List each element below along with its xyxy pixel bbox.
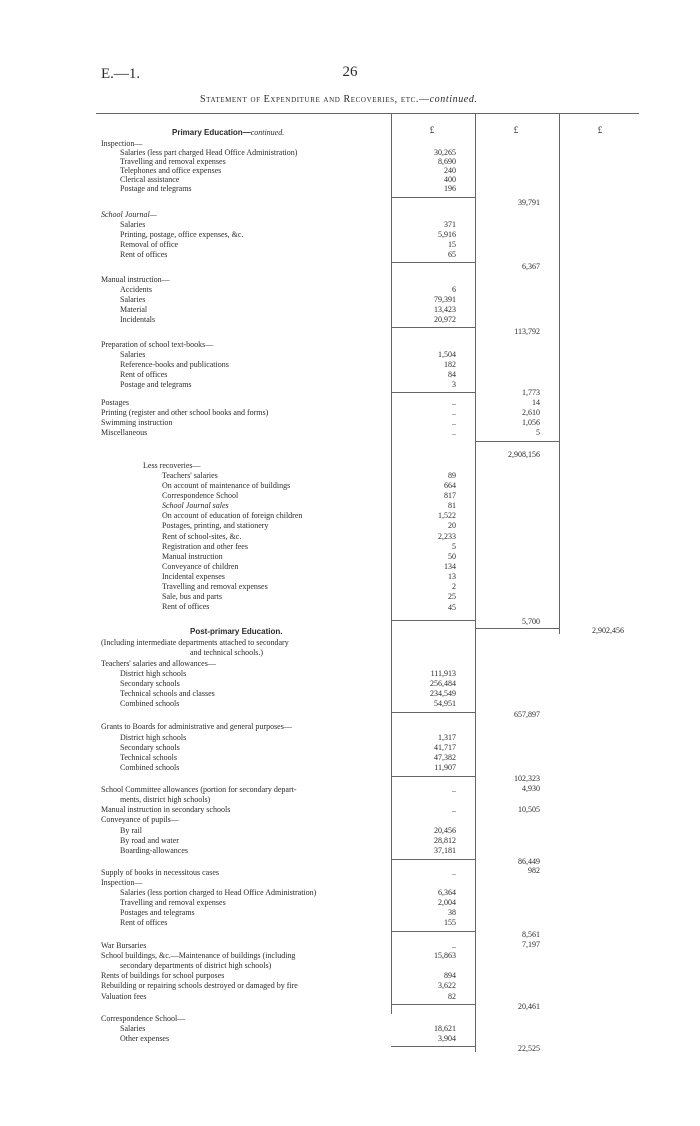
- row-value: 15,863: [434, 951, 456, 960]
- currency-col-3: £: [597, 125, 603, 135]
- row-label: Clerical assistance: [120, 175, 180, 184]
- subtotal-rule: [391, 859, 475, 860]
- group-label: School Journal—: [101, 210, 157, 219]
- row-label: Travelling and removal expenses: [120, 898, 226, 907]
- row-label: Postage and telegrams: [120, 380, 192, 389]
- row-label: Registration and other fees: [162, 542, 248, 551]
- subtotal-value: 657,897: [514, 710, 540, 719]
- row-value: 20: [448, 521, 456, 530]
- row-value: 37,181: [434, 846, 456, 855]
- row-label: School Committee allowances (portion for secondary depart-: [101, 785, 297, 794]
- row-label: War Bursaries: [101, 941, 147, 950]
- row-value: 400: [444, 175, 456, 184]
- row-label: Rent of offices: [120, 370, 168, 379]
- subtotal-rule: [475, 441, 559, 442]
- row-value: 1,317: [438, 733, 456, 742]
- row-value: 2,610: [522, 408, 540, 417]
- post-primary-note: (Including intermediate departments attached to secondary: [101, 638, 289, 647]
- post-primary-heading: Post-primary Education.: [190, 627, 283, 636]
- row-value: 38: [448, 908, 456, 917]
- row-value: 5: [536, 428, 540, 437]
- row-label: Incidentals: [120, 315, 156, 324]
- group-label: Less recoveries—: [143, 461, 201, 470]
- row-label: School Journal sales: [162, 501, 229, 510]
- row-value: 11,907: [434, 763, 456, 772]
- group-label: Preparation of school text-books—: [101, 340, 214, 349]
- row-value: 155: [444, 918, 456, 927]
- row-value: 14: [532, 398, 540, 407]
- row-value: 894: [444, 971, 456, 980]
- row-value: 3,622: [438, 981, 456, 990]
- row-label: Salaries (less portion charged to Head Office Administration): [120, 888, 317, 897]
- row-label: Travelling and removal expenses: [120, 157, 226, 166]
- row-value: 5: [452, 542, 456, 551]
- row-value: 182: [444, 360, 456, 369]
- column-rule-2: [475, 114, 476, 1052]
- row-label: By road and water: [120, 836, 179, 845]
- row-value: 982: [528, 866, 540, 875]
- row-label: Combined schools: [120, 763, 180, 772]
- page-title-main: Statement of Expenditure and Recoveries, etc.—: [200, 94, 430, 105]
- row-value: 20,456: [434, 826, 456, 835]
- group-label: Conveyance of pupils—: [101, 815, 179, 824]
- primary-heading-continued: continued.: [250, 128, 285, 137]
- row-value: 79,391: [434, 295, 456, 304]
- row-value: 234,549: [430, 689, 456, 698]
- subtotal-value: 22,525: [518, 1044, 540, 1053]
- row-label: Postages, printing, and stationery: [162, 521, 269, 530]
- group-label: Correspondence School—: [101, 1014, 186, 1023]
- row-label: Incidental expenses: [162, 572, 225, 581]
- row-label: Rent of offices: [162, 602, 210, 611]
- row-value: 196: [444, 184, 456, 193]
- row-label: Combined schools: [120, 699, 180, 708]
- row-label: Salaries: [120, 295, 146, 304]
- row-label: Rebuilding or repairing schools destroyed or damaged by fire: [101, 981, 298, 990]
- page-number: 26: [342, 64, 358, 80]
- currency-col-1: £: [429, 125, 435, 135]
- row-label: Travelling and removal expenses: [162, 582, 268, 591]
- row-value: ..: [452, 941, 456, 950]
- row-label: Other expenses: [120, 1034, 170, 1043]
- row-label: Telephones and office expenses: [120, 166, 222, 175]
- row-value: 13: [448, 572, 456, 581]
- row-value: 371: [444, 220, 456, 229]
- row-label: On account of education of foreign children: [162, 511, 303, 520]
- primary-heading-text: Primary Education—: [172, 128, 251, 137]
- subtotal-value: 102,323: [514, 774, 540, 783]
- group-label: Teachers' salaries and allowances—: [101, 659, 216, 668]
- subtotal-value: 113,792: [514, 327, 540, 336]
- row-label: Technical schools and classes: [120, 689, 215, 698]
- subtotal-value: 8,561: [522, 930, 540, 939]
- row-label: Miscellaneous: [101, 428, 148, 437]
- row-value: 84: [448, 370, 456, 379]
- row-value: 20,972: [434, 315, 456, 324]
- subtotal-rule: [391, 1004, 475, 1005]
- row-label: Salaries: [120, 350, 146, 359]
- row-label: Technical schools: [120, 753, 177, 762]
- row-value: 240: [444, 166, 456, 175]
- subtotal-rule: [391, 776, 475, 777]
- row-label: Manual instruction: [162, 552, 223, 561]
- row-label: Postages: [101, 398, 129, 407]
- recoveries-total: 5,700: [522, 617, 540, 626]
- subtotal-rule: [391, 1046, 475, 1047]
- row-value: 8,690: [438, 157, 456, 166]
- row-label: Printing (register and other school books and forms): [101, 408, 269, 417]
- row-label: Swimming instruction: [101, 418, 173, 427]
- subtotal-rule: [391, 931, 475, 932]
- subtotal-rule: [475, 628, 559, 629]
- row-value: 45: [448, 603, 456, 612]
- row-value: 134: [444, 562, 456, 571]
- row-value: 6,364: [438, 888, 456, 897]
- primary-heading: [172, 128, 284, 137]
- row-value: 2,233: [438, 532, 456, 541]
- row-label: On account of maintenance of buildings: [162, 481, 291, 490]
- row-value: ..: [452, 805, 456, 814]
- row-label: District high schools: [120, 733, 187, 742]
- row-label: Accidents: [120, 285, 152, 294]
- row-label: Secondary schools: [120, 743, 180, 752]
- row-label: Conveyance of children: [162, 562, 239, 571]
- row-label: Boarding-allowances: [120, 846, 188, 855]
- subtotal-rule: [391, 712, 475, 713]
- row-value: 664: [444, 481, 456, 490]
- row-value: 25: [448, 592, 456, 601]
- row-value: 47,382: [434, 753, 456, 762]
- subtotal-value: 20,461: [518, 1002, 540, 1011]
- subtotal-rule: [391, 392, 475, 393]
- subtotal-rule: [391, 262, 475, 263]
- row-value: 4,930: [522, 784, 540, 793]
- row-value: 2: [452, 582, 456, 591]
- row-value: 82: [448, 992, 456, 1001]
- row-value: 1,504: [438, 350, 456, 359]
- row-label: Supply of books in necessitous cases: [101, 868, 219, 877]
- subtotal-rule: [391, 197, 475, 198]
- page-title: [200, 94, 478, 105]
- row-value: 65: [448, 250, 456, 259]
- row-value: 30,265: [434, 148, 456, 157]
- row-value: 1,056: [522, 418, 540, 427]
- subtotal-rule: [391, 327, 475, 328]
- row-label: Material: [120, 305, 148, 314]
- row-label: Sale, bus and parts: [162, 592, 222, 601]
- row-label: Manual instruction in secondary schools: [101, 805, 231, 814]
- row-value: 89: [448, 471, 456, 480]
- primary-total: 2,908,156: [508, 450, 540, 459]
- group-label: Manual instruction—: [101, 275, 170, 284]
- row-label: secondary departments of district high schools): [120, 961, 272, 970]
- post-primary-note: and technical schools.): [190, 648, 264, 657]
- row-label: Salaries (less part charged Head Office Administration): [120, 148, 298, 157]
- row-value: 28,812: [434, 836, 456, 845]
- row-label: Valuation fees: [101, 992, 147, 1001]
- group-label: Inspection—: [101, 878, 143, 887]
- row-label: Correspondence School: [162, 491, 239, 500]
- table-top-rule: [96, 113, 639, 114]
- row-value: 3: [452, 380, 456, 389]
- row-value: 3,904: [438, 1034, 456, 1043]
- row-value: 6: [452, 285, 456, 294]
- row-label: Printing, postage, office expenses, &c.: [120, 230, 244, 239]
- row-value: 15: [448, 240, 456, 249]
- row-label: School buildings, &c.—Maintenance of buildings (including: [101, 951, 296, 960]
- row-label: Salaries: [120, 220, 146, 229]
- row-label: Salaries: [120, 1024, 146, 1033]
- row-value: ..: [452, 428, 456, 437]
- currency-col-2: £: [513, 125, 519, 135]
- group-label: Grants to Boards for administrative and general purposes—: [101, 722, 292, 731]
- subtotal-value: 1,773: [522, 388, 540, 397]
- row-label: Reference-books and publications: [120, 360, 229, 369]
- row-value: 1,522: [438, 511, 456, 520]
- row-value: 10,505: [518, 805, 540, 814]
- column-rule-3: [559, 114, 560, 634]
- subtotal-value: 86,449: [518, 857, 540, 866]
- row-value: 50: [448, 552, 456, 561]
- row-value: 111,913: [430, 669, 456, 678]
- row-value: ..: [452, 408, 456, 417]
- row-value: 54,951: [434, 699, 456, 708]
- page-title-continued: continued.: [429, 94, 478, 105]
- row-label: Rent of school-sites, &c.: [162, 532, 242, 541]
- row-label: Postages and telegrams: [120, 908, 195, 917]
- row-label: Secondary schools: [120, 679, 180, 688]
- row-value: 817: [444, 491, 456, 500]
- row-value: 256,484: [430, 679, 456, 688]
- row-label: Teachers' salaries: [162, 471, 218, 480]
- row-value: 5,916: [438, 230, 456, 239]
- row-value: 2,004: [438, 898, 456, 907]
- subtotal-value: 6,367: [522, 262, 540, 271]
- series-code: E.—1.: [101, 66, 141, 82]
- group-label: Inspection—: [101, 139, 143, 148]
- subtotal-value: 39,791: [518, 198, 540, 207]
- row-label: Rent of offices: [120, 250, 168, 259]
- row-label: Rents of buildings for school purposes: [101, 971, 225, 980]
- row-label: Removal of office: [120, 240, 179, 249]
- row-value: ..: [452, 398, 456, 407]
- row-value: 13,423: [434, 305, 456, 314]
- row-label: Postage and telegrams: [120, 184, 192, 193]
- subtotal-rule: [391, 620, 475, 621]
- row-label: District high schools: [120, 669, 187, 678]
- row-value: 81: [448, 501, 456, 510]
- row-label: ments, district high schools): [120, 795, 211, 804]
- row-label: By rail: [120, 826, 142, 835]
- row-value: 18,621: [434, 1024, 456, 1033]
- primary-net-total: 2,902,456: [592, 626, 624, 635]
- row-value: ..: [452, 785, 456, 794]
- column-rule-1: [391, 114, 392, 1014]
- row-value: ..: [452, 868, 456, 877]
- row-label: Rent of offices: [120, 918, 168, 927]
- row-value: 41,717: [434, 743, 456, 752]
- row-value: 7,197: [522, 940, 540, 949]
- row-value: ..: [452, 418, 456, 427]
